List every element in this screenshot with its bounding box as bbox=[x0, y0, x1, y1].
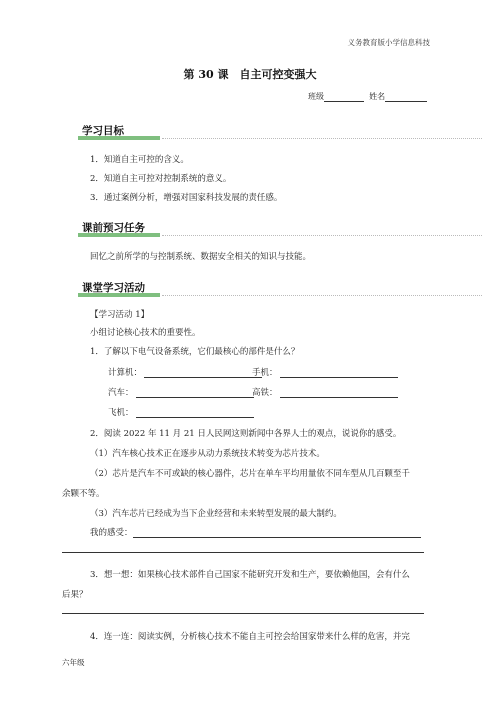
section-divider bbox=[162, 295, 482, 296]
device-rail-label: 高铁： bbox=[252, 388, 278, 398]
device-computer-row bbox=[108, 366, 262, 378]
section-divider bbox=[162, 138, 482, 139]
name-label: 姓名 bbox=[369, 92, 386, 101]
news-point: （1）汽车核心技术正在逐步从动力系统技术转变为芯片技术。 bbox=[90, 449, 325, 459]
section-divider bbox=[162, 235, 482, 236]
news-point: （3）汽车芯片已经成为当下企业经营和未来转型发展的最大制约。 bbox=[90, 509, 342, 519]
class-blank[interactable] bbox=[324, 92, 364, 102]
feeling-label: 我的感受： bbox=[90, 528, 133, 538]
section-label: 课堂学习活动 bbox=[82, 282, 145, 294]
device-car-blank[interactable] bbox=[136, 388, 254, 398]
question-2: 2．阅读 2022 年 11 月 21 日人民网这则新闻中各界人士的观点，说说你的感受。 bbox=[90, 429, 402, 439]
device-phone-label: 手机： bbox=[252, 368, 278, 378]
feeling-row bbox=[90, 526, 421, 538]
header-subject: 义务教育版小学信息科技 bbox=[347, 38, 430, 47]
device-car-row bbox=[108, 386, 254, 398]
question-4: 4．连一连：阅读实例，分析核心技术不能自主可控会给国家带来什么样的危害，并完 bbox=[90, 632, 410, 642]
section-goals-heading bbox=[78, 123, 124, 138]
device-plane-label: 飞机： bbox=[108, 408, 134, 418]
device-rail-row bbox=[252, 386, 398, 398]
class-label: 班级 bbox=[308, 92, 324, 101]
goal-item: 1．知道自主可控的含义。 bbox=[90, 155, 189, 165]
section-label: 课前预习任务 bbox=[82, 222, 145, 234]
section-activity-heading bbox=[78, 280, 145, 295]
device-computer-blank[interactable] bbox=[144, 368, 262, 378]
device-phone-blank[interactable] bbox=[280, 368, 398, 378]
news-point: 余颗不等。 bbox=[62, 489, 105, 499]
goal-item: 2．知道自主可控对控制系统的意义。 bbox=[90, 174, 232, 184]
class-name-line bbox=[308, 91, 427, 102]
question-3-cont: 后果？ bbox=[62, 590, 88, 600]
device-phone-row bbox=[252, 366, 398, 378]
section-label: 学习目标 bbox=[82, 125, 124, 137]
preview-text: 回忆之前所学的与控制系统、数据安全相关的知识与技能。 bbox=[90, 252, 312, 262]
activity-intro: 小组讨论核心技术的重要性。 bbox=[90, 328, 201, 338]
question-1: 1．了解以下电气设备系统，它们最核心的部件是什么？ bbox=[90, 347, 300, 357]
device-computer-label: 计算机： bbox=[108, 368, 143, 378]
device-plane-row bbox=[108, 406, 254, 418]
footer-grade: 六年级 bbox=[62, 658, 85, 667]
goal-item: 3．通过案例分析，增强对国家科技发展的责任感。 bbox=[90, 193, 283, 203]
section-preview-heading bbox=[78, 220, 145, 235]
device-rail-blank[interactable] bbox=[280, 388, 398, 398]
news-point: （2）芯片是汽车不可或缺的核心器件，芯片在单车平均用量依不同车型从几百颗至千 bbox=[90, 469, 410, 479]
name-blank[interactable] bbox=[385, 92, 427, 102]
feeling-blank[interactable] bbox=[133, 528, 421, 538]
answer-line[interactable] bbox=[62, 552, 424, 553]
activity-title: 【学习活动 1】 bbox=[90, 310, 150, 320]
page-title: 第 30 课 自主可控变强大 bbox=[183, 68, 317, 81]
device-car-label: 汽车： bbox=[108, 388, 134, 398]
question-3: 3．想一想：如果核心技术部件自己国家不能研究开发和生产，要依赖他国，会有什么 bbox=[90, 570, 410, 580]
device-plane-blank[interactable] bbox=[136, 408, 254, 418]
answer-line[interactable] bbox=[62, 613, 424, 614]
